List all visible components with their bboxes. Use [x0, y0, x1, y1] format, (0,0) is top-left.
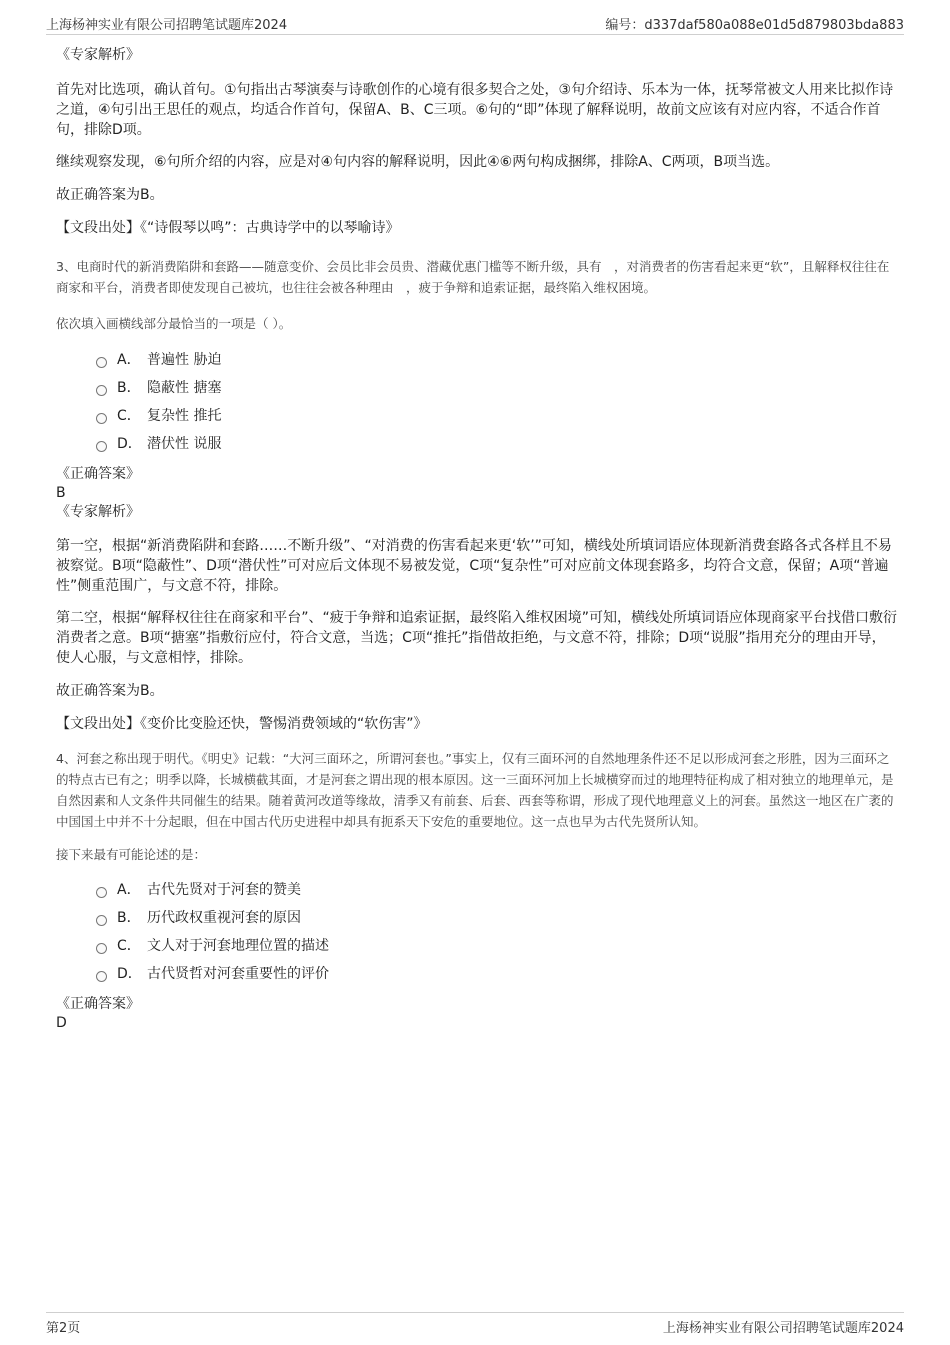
option-a[interactable]: [56, 875, 898, 903]
option-letter: A．: [117, 882, 141, 898]
correct-answer-label: 《正确答案》: [56, 466, 140, 482]
option-letter: C．: [117, 408, 141, 424]
correct-answer-label: 《正确答案》: [56, 996, 140, 1012]
radio-button[interactable]: [96, 915, 107, 926]
analysis-paragraph: 第二空，根据“解释权往往在商家和平台”、“疲于争辩和追索证据，最终陷入维权困境”可知，横线处所填词语应体现商家平台找借口敷衍消费者之意。B项“搪塞”指敷衍应付，符合文意，当选；C项“推托”指借故拒绝，与文意不符，排除；D项“说服”指用充分的理由开导，使人心服，与文意相悖，排除。: [56, 610, 898, 666]
expert-analysis-label: 《专家解析》: [56, 504, 140, 520]
option-text: 隐蔽性 搪塞: [147, 380, 222, 396]
analysis-paragraph: 继续观察发现，⑥句所介绍的内容，应是对④句内容的解释说明，因此④⑥两句构成捆绑，排除A、C两项，B项当选。: [56, 154, 780, 170]
option-text: 潜伏性 说服: [147, 436, 222, 452]
option-list: [56, 875, 898, 987]
radio-button[interactable]: [96, 413, 107, 424]
radio-button[interactable]: [96, 943, 107, 954]
analysis-paragraph: 首先对比选项，确认首句。①句指出古琴演奏与诗歌创作的心境有很多契合之处，③句介绍诗、乐本为一体，抚琴常被文人用来比拟作诗之道，④句引出王思任的观点，均适合作首句，保留A、B、C三项。⑥句的“即”体现了解释说明，故前文应该有对应内容，不适合作首句，排除D项。: [56, 82, 894, 138]
question-prompt: 依次填入画横线部分最恰当的一项是（ ）。: [56, 316, 292, 331]
option-d[interactable]: [56, 959, 898, 987]
option-a[interactable]: [56, 345, 898, 373]
page-number: 第2页: [46, 1321, 81, 1336]
option-text: 复杂性 推托: [147, 408, 222, 424]
correct-answer: B: [56, 485, 66, 501]
question-stem: 4、河套之称出现于明代。《明史》记载：“大河三面环之，所谓河套也。”事实上，仅有三面环河的自然地理条件还不足以形成河套之形胜，因为三面环之的特点古已有之；明季以降，长城横截其面，才是河套之谓出现的根本原因。这一三面环河加上长城横穿而过的地理特征构成了相对独立的地理单元，是自然因素和人文条件共同催生的结果。随着黄河改道等缘故，清季又有前套、后套、西套等称谓，形成了现代地理意义上的河套。虽然这一地区在广袤的中国国土中并不十分起眼，但在中国古代历史进程中却具有扼系天下安危的重要地位。这一点也早为古代先贤所认知。: [56, 751, 894, 829]
option-text: 古代贤哲对河套重要性的评价: [147, 966, 329, 982]
option-text: 普遍性 胁迫: [147, 352, 222, 368]
option-b[interactable]: [56, 903, 898, 931]
option-text: 历代政权重视河套的原因: [147, 910, 301, 926]
radio-button[interactable]: [96, 971, 107, 982]
analysis-conclusion: 故正确答案为B。: [56, 187, 164, 203]
option-letter: A．: [117, 352, 141, 368]
header-title: 上海杨神实业有限公司招聘笔试题库2024: [46, 18, 288, 33]
page-content: [56, 44, 898, 1033]
option-c[interactable]: [56, 931, 898, 959]
radio-button[interactable]: [96, 357, 107, 368]
option-text: 古代先贤对于河套的赞美: [147, 882, 301, 898]
source-citation: 【文段出处】《变价比变脸还快，警惕消费领域的“软伤害”》: [56, 716, 428, 732]
document-id: 编号：d337daf580a088e01d5d879803bda883: [605, 18, 904, 33]
page-header: [46, 14, 904, 35]
radio-button[interactable]: [96, 441, 107, 452]
correct-answer: D: [56, 1015, 67, 1031]
option-c[interactable]: [56, 401, 898, 429]
option-text: 文人对于河套地理位置的描述: [147, 938, 329, 954]
option-letter: B．: [117, 910, 141, 926]
footer-title: 上海杨神实业有限公司招聘笔试题库2024: [662, 1321, 904, 1336]
option-b[interactable]: [56, 373, 898, 401]
radio-button[interactable]: [96, 887, 107, 898]
option-letter: B．: [117, 380, 141, 396]
source-citation: 【文段出处】《“诗假琴以鸣”：古典诗学中的以琴喻诗》: [56, 220, 400, 236]
option-d[interactable]: [56, 429, 898, 457]
question-prompt: 接下来最有可能论述的是：: [56, 847, 207, 862]
option-letter: C．: [117, 938, 141, 954]
analysis-paragraph: 第一空，根据“新消费陷阱和套路……不断升级”、“对消费的伤害看起来更‘软’”可知，横线处所填词语应体现新消费套路各式各样且不易被察觉。B项“隐蔽性”、D项“潜伏性”可对应后文体现不易被发觉，C项“复杂性”可对应前文体现套路多，均符合文意，保留；A项“普遍性”侧重范围广，与文意不符，排除。: [56, 538, 892, 594]
expert-analysis-label: 《专家解析》: [56, 47, 140, 63]
option-list: [56, 345, 898, 457]
page-footer: [46, 1312, 904, 1336]
question-stem: 3、电商时代的新消费陷阱和套路——随意变价、会员比非会员贵、潜藏优惠门槛等不断升级，具有 ，对消费者的伤害看起来更“软”，且解释权往往在商家和平台，消费者即使发现自己被坑，也往往会被各种理由 ，疲于争辩和追索证据，最终陷入维权困境。: [56, 259, 890, 295]
option-letter: D．: [117, 436, 142, 452]
analysis-conclusion: 故正确答案为B。: [56, 683, 164, 699]
radio-button[interactable]: [96, 385, 107, 396]
option-letter: D．: [117, 966, 142, 982]
